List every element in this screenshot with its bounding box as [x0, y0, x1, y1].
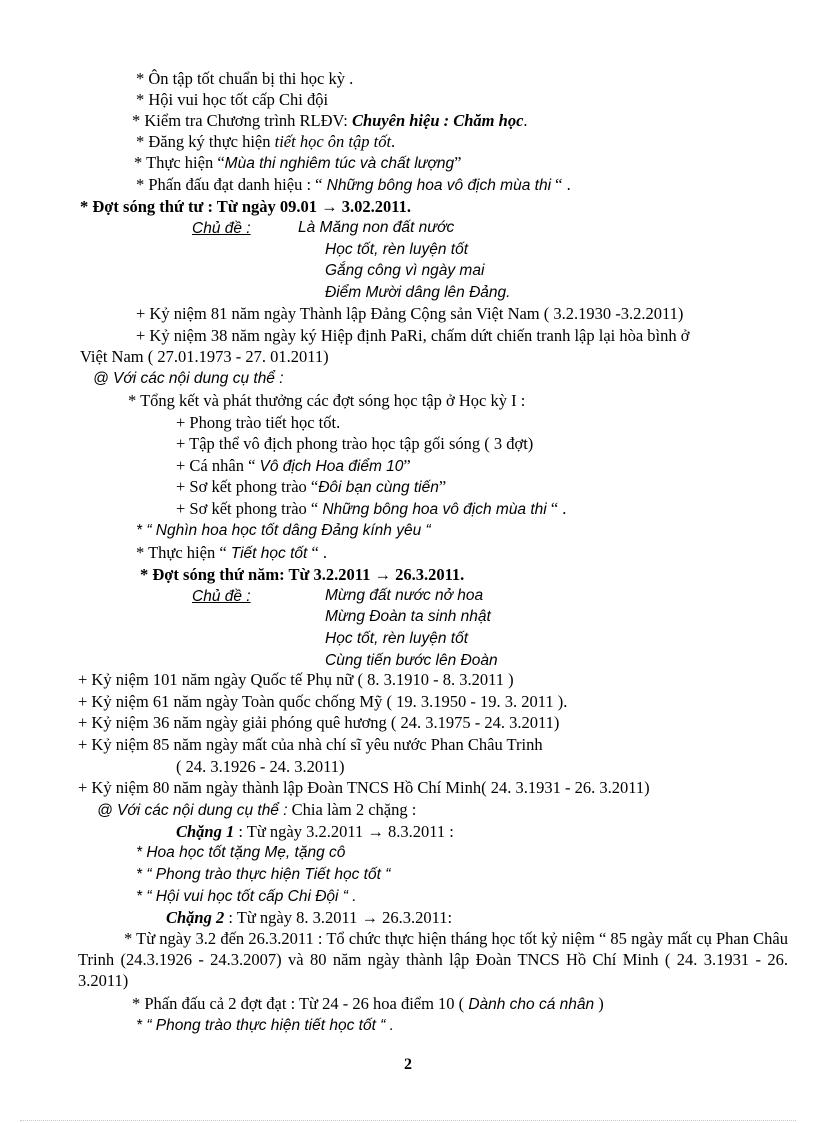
line-phan-chau-trinh — [78, 735, 543, 755]
text: Học tốt, rèn luyện tốt — [325, 241, 469, 258]
footer-divider — [20, 1120, 796, 1121]
theme-label: Chủ đề : — [192, 588, 251, 605]
line-flowers-mother — [136, 843, 345, 863]
line-specific-contents-2 — [97, 800, 416, 821]
text-italic: @ Với các nội dung cụ thể : — [97, 802, 288, 819]
text: ) — [594, 994, 604, 1013]
line-specific-contents — [93, 369, 284, 389]
line-pair-progress — [176, 477, 446, 498]
theme-four-line-2 — [325, 240, 468, 260]
text-emphasis: Chuyên hiệu : Chăm học — [351, 111, 524, 130]
line-strive-title — [136, 175, 571, 196]
text: * “ Phong trào thực hiện tiết học tốt “ . — [136, 1017, 394, 1034]
text-italic: Dành cho cá nhân — [468, 996, 595, 1013]
text: “ . — [551, 175, 571, 194]
line-fun-learning — [136, 90, 328, 110]
text-italic: Tiết học tốt — [230, 545, 308, 562]
text: Cùng tiến bước lên Đoàn — [325, 652, 498, 669]
line-theme-four — [192, 218, 251, 239]
theme-five-line-2 — [325, 607, 491, 627]
text: + Kỷ niệm 61 năm ngày Toàn quốc chống Mỹ ( 19. 3.1950 - 19. 3. 2011 ). — [78, 692, 568, 711]
line-phan-chau-trinh-dates — [176, 757, 345, 777]
line-fun-learning-2 — [136, 887, 357, 907]
theme-label: Chủ đề : — [192, 220, 251, 237]
stage-label: Chặng 1 — [176, 822, 235, 841]
text-italic: Mùa thi nghiêm túc và chất lượng — [224, 155, 455, 172]
text: Mừng Đoàn ta sinh nhật — [325, 608, 491, 625]
text-italic: Đôi bạn cùng tiến — [318, 479, 439, 496]
text: * Phấn đấu cả 2 đợt đạt : Từ 24 - 26 hoa điểm 10 ( — [132, 994, 469, 1013]
text: Gắng công vì ngày mai — [325, 262, 485, 279]
text-italic: Những bông hoa vô địch mùa thi — [326, 177, 552, 194]
line-program-check — [132, 111, 528, 131]
line-womens-day — [78, 670, 514, 690]
text: @ Với các nội dung cụ thể : — [93, 370, 284, 387]
text: * Kiểm tra Chương trình RLĐV: — [132, 111, 352, 130]
text: ” — [454, 153, 462, 172]
line-review-exam — [136, 69, 353, 89]
text: * Đợt sóng thứ năm: Từ 3.2.2011 → 26.3.2011. — [140, 565, 465, 584]
line-youth-union — [78, 778, 650, 798]
stage-label: Chặng 2 — [166, 908, 225, 927]
text: * Hoa học tốt tặng Mẹ, tặng cô — [136, 844, 346, 861]
text: + Kỷ niệm 38 năm ngày ký Hiệp định PaRi, chấm dứt chiến tranh lập lại hòa bình ở — [136, 326, 690, 345]
line-exam-season — [134, 153, 461, 174]
line-register — [136, 132, 395, 152]
text: ” — [403, 456, 411, 475]
text: + Kỷ niệm 80 năm ngày thành lập Đoàn TNCS Hồ Chí Minh( 24. 3.1931 - 26. 3.2011) — [78, 778, 650, 797]
line-strive-ten — [132, 994, 604, 1015]
line-liberation — [78, 713, 559, 733]
theme-five-line-3 — [325, 629, 468, 649]
text: * Phấn đấu đạt danh hiệu : “ — [136, 175, 327, 194]
text: + Tập thể vô địch phong trào học tập gối sóng ( 3 đợt) — [176, 434, 534, 453]
line-individual — [176, 456, 411, 477]
text: + Kỷ niệm 101 năm ngày Quốc tế Phụ nữ ( 8. 3.1910 - 8. 3.2011 ) — [78, 670, 514, 689]
heading-wave-five — [140, 565, 464, 585]
text: Mừng đất nước nở hoa — [325, 587, 484, 604]
text: “ . — [546, 499, 567, 518]
text: * Hội vui học tốt cấp Chi đội — [136, 90, 329, 109]
text: : Từ ngày 8. 3.2011 → 26.3.2011: — [224, 908, 453, 927]
text: * Thực hiện “ — [136, 543, 231, 562]
line-thousand-flowers — [136, 521, 431, 541]
page-number: 2 — [404, 1056, 412, 1073]
text: : Từ ngày 3.2.2011 → 8.3.2011 : — [234, 822, 454, 841]
theme-five-line-4 — [325, 651, 498, 671]
text: ( 24. 3.1926 - 24. 3.2011) — [176, 757, 345, 776]
text: . — [523, 111, 528, 130]
line-stage-two — [166, 908, 452, 928]
text: . — [391, 132, 396, 151]
text: + Kỷ niệm 36 năm ngày giải phóng quê hương ( 24. 3.1975 - 24. 3.2011) — [78, 713, 560, 732]
text: + Cá nhân “ — [176, 456, 260, 475]
text: * Đợt sóng thứ tư : Từ ngày 09.01 → 3.02.2011. — [80, 197, 411, 216]
text: + Sơ kết phong trào “ — [176, 499, 323, 518]
line-summary-awards — [128, 391, 525, 411]
line-implement-lesson — [136, 543, 327, 564]
line-good-lesson — [176, 413, 340, 433]
text: + Kỷ niệm 81 năm ngày Thành lập Đảng Cộng sản Việt Nam ( 3.2.1930 -3.2.2011) — [136, 304, 684, 323]
theme-four-line-1 — [298, 218, 454, 238]
text: Là Măng non đất nước — [298, 219, 455, 236]
heading-wave-four — [80, 197, 411, 217]
theme-four-line-4 — [325, 283, 510, 303]
line-stage-one — [176, 822, 454, 842]
text: “ . — [307, 543, 328, 562]
theme-five-line-1 — [325, 586, 483, 606]
text-italic: tiết học ôn tập tốt — [274, 132, 392, 151]
text: Học tốt, rèn luyện tốt — [325, 630, 469, 647]
text: Điểm Mười dâng lên Đảng. — [325, 284, 511, 301]
text: ” — [438, 477, 447, 496]
line-anniversary-party — [136, 304, 683, 324]
line-champion-flowers — [176, 499, 566, 520]
text: * “ Nghìn hoa học tốt dâng Đảng kính yêu “ — [136, 522, 431, 539]
text: * Thực hiện “ — [134, 153, 225, 172]
text: + Sơ kết phong trào “ — [176, 477, 319, 496]
text: * “ Phong trào thực hiện Tiết học tốt “ — [136, 866, 391, 883]
paragraph-learning-month — [78, 928, 788, 991]
text: * Từ ngày 3.2 đến 26.3.2011 : Tổ chức thực hiện tháng học tốt kỷ niệm “ 85 ngày mất cụ Phan Châu Trinh (24.3.1926 - 24.3.2007) và 80 năm ngày thành lập Đoàn TNCS Hồ Chí Minh ( 24. 3.1931 - 26. 3.2011) — [78, 929, 788, 990]
text: + Phong trào tiết học tốt. — [176, 413, 341, 432]
line-anti-american — [78, 692, 567, 712]
theme-four-line-3 — [325, 261, 484, 281]
line-good-lesson-final — [136, 1016, 394, 1036]
text: Việt Nam ( 27.01.1973 - 27. 01.2011) — [80, 347, 329, 366]
text-italic: Vô địch Hoa điểm 10 — [259, 458, 404, 475]
line-anniversary-paris-cont — [80, 347, 329, 367]
text: * Tổng kết và phát thưởng các đợt sóng học tập ở Học kỳ I : — [128, 391, 526, 410]
text: + Kỷ niệm 85 năm ngày mất của nhà chí sĩ yêu nước Phan Châu Trinh — [78, 735, 543, 754]
text-italic: Những bông hoa vô địch mùa thi — [322, 501, 547, 518]
line-good-lesson-movement — [136, 865, 390, 885]
text: * “ Hội vui học tốt cấp Chi Đội “ . — [136, 888, 357, 905]
line-champion-group — [176, 434, 533, 454]
text: * Đăng ký thực hiện — [136, 132, 275, 151]
text: * Ôn tập tốt chuẩn bị thi học kỳ . — [136, 69, 354, 88]
line-anniversary-paris — [136, 326, 690, 346]
line-theme-five — [192, 586, 251, 607]
text: Chia làm 2 chặng : — [287, 800, 417, 819]
